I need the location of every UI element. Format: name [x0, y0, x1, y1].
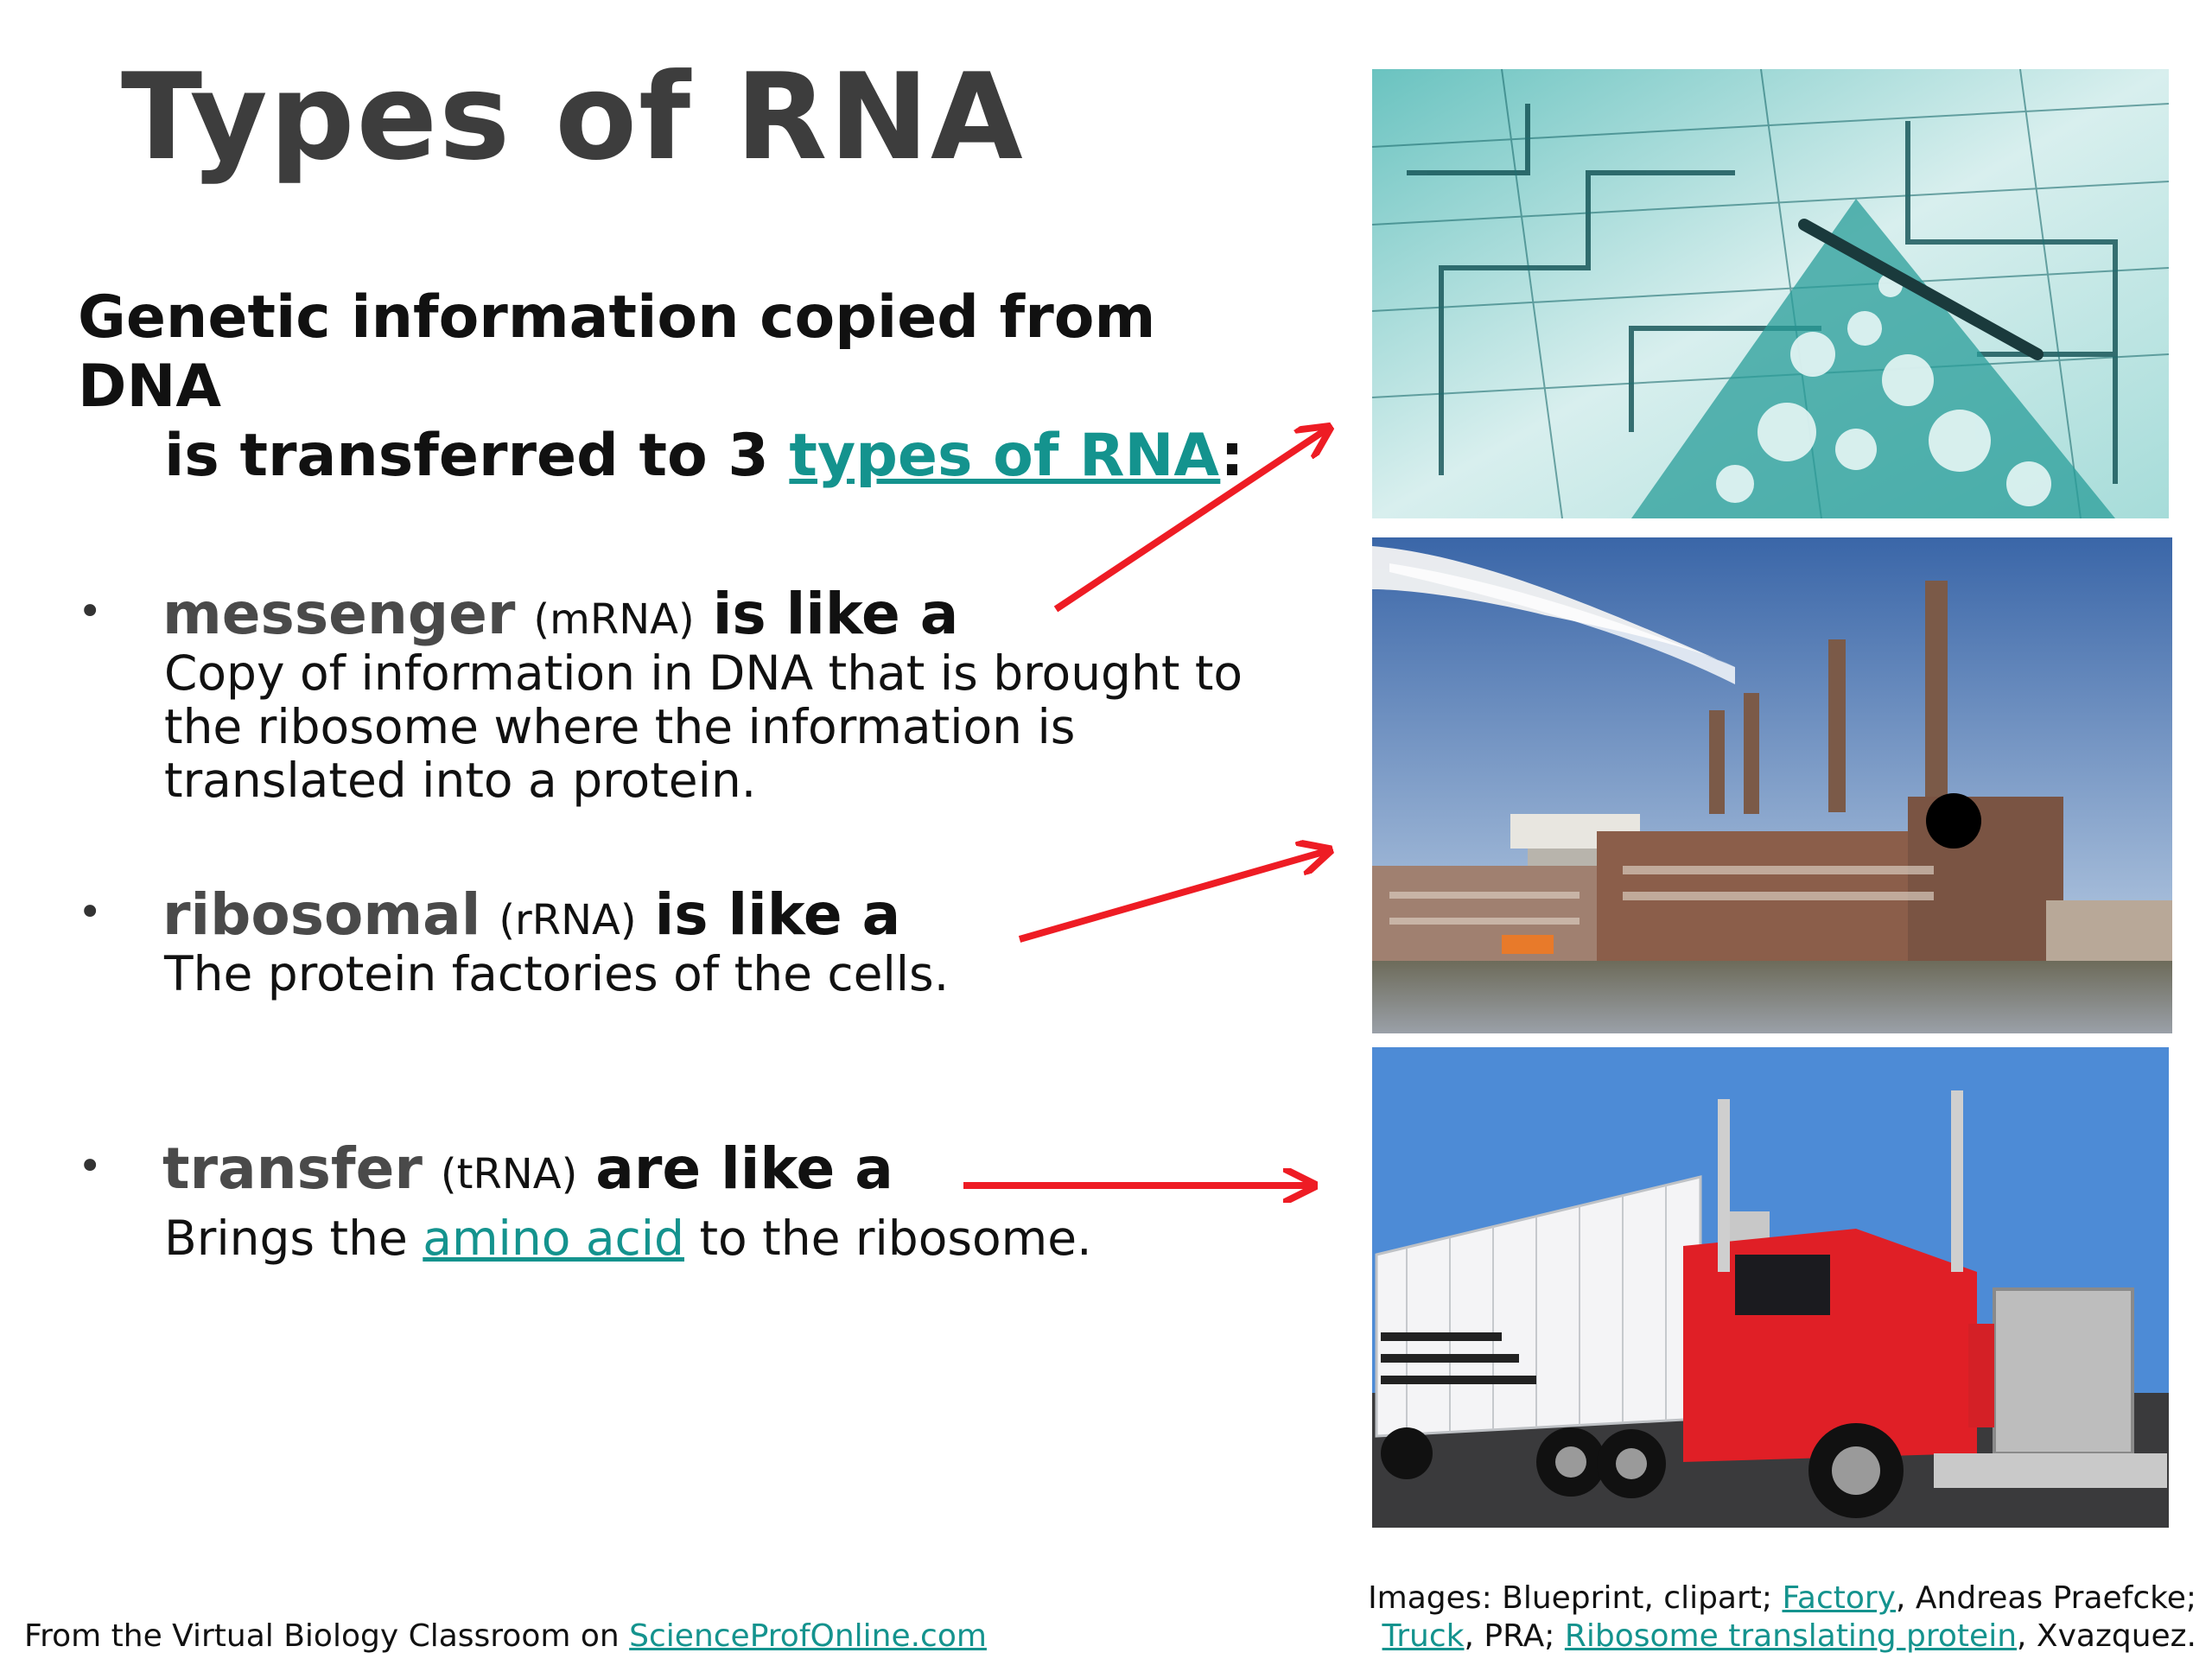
bullet-marker: •: [78, 588, 103, 636]
source-prefix: From the Virtual Biology Classroom on: [24, 1618, 630, 1654]
types-of-rna-link[interactable]: types of RNA: [789, 422, 1221, 490]
credits-line-2: [1368, 1618, 2196, 1656]
bullet-marker: •: [78, 1142, 103, 1191]
desc-line: Copy of information in DNA that is brought to: [164, 645, 1243, 701]
blueprint-image: [1372, 69, 2169, 518]
credits-ribosome-author: , Xvazquez.: [2017, 1618, 2196, 1654]
term-messenger: messenger: [162, 581, 516, 647]
credits-factory-author: , Andreas Praefcke;: [1896, 1580, 2196, 1616]
bullet-marker: •: [78, 888, 103, 937]
abbr-trna: (tRNA): [440, 1150, 578, 1198]
image-credits: [1368, 1580, 2196, 1656]
amino-acid-link[interactable]: amino acid: [423, 1211, 684, 1266]
factory-illustration: [1372, 537, 2172, 1033]
factory-image: [1372, 537, 2172, 1033]
blueprint-illustration: [1372, 69, 2169, 518]
desc-line: translated into a protein.: [164, 753, 757, 808]
ribosome-translating-protein-link[interactable]: Ribosome translating protein: [1564, 1618, 2018, 1654]
source-footer: [24, 1618, 987, 1654]
term-ribosomal: ribosomal: [162, 881, 481, 948]
credits-line-1: [1368, 1580, 2196, 1618]
slide-title: Types of RNA: [121, 48, 1025, 187]
like-text: are like a: [595, 1135, 893, 1202]
grille-shape: [1994, 1289, 2133, 1453]
like-text: is like a: [654, 881, 901, 948]
arrow-to-blueprint: [1056, 429, 1326, 609]
term-transfer: transfer: [162, 1135, 423, 1202]
desc-pre: Brings the: [164, 1211, 423, 1266]
desc-post: to the ribosome.: [683, 1211, 1092, 1266]
intro-line-2-text: is transferred to 3: [164, 422, 790, 490]
desc-line: The protein factories of the cells.: [164, 946, 950, 1001]
like-text: is like a: [712, 581, 959, 647]
factory-link[interactable]: Factory: [1782, 1580, 1896, 1616]
truck-link[interactable]: Truck: [1382, 1618, 1465, 1654]
exhaust-stack-shape: [1718, 1099, 1730, 1272]
black-dot-shape: [1926, 793, 1981, 849]
credits-truck-author: , PRA;: [1464, 1618, 1565, 1654]
abbr-rrna: (rRNA): [499, 896, 637, 944]
abbr-mrna: (mRNA): [533, 595, 695, 644]
desc-line: the ribosome where the information is: [164, 699, 1076, 754]
intro-colon: :: [1220, 422, 1244, 490]
scienceprofonline-link[interactable]: ScienceProfOnline.com: [629, 1618, 987, 1654]
intro-line-1: Genetic information copied from DNA: [78, 283, 1156, 421]
truck-image: [1372, 1047, 2169, 1528]
credits-prefix: Images: Blueprint, clipart;: [1368, 1580, 1783, 1616]
truck-illustration: [1372, 1047, 2169, 1528]
arrow-to-factory: [1020, 851, 1326, 939]
